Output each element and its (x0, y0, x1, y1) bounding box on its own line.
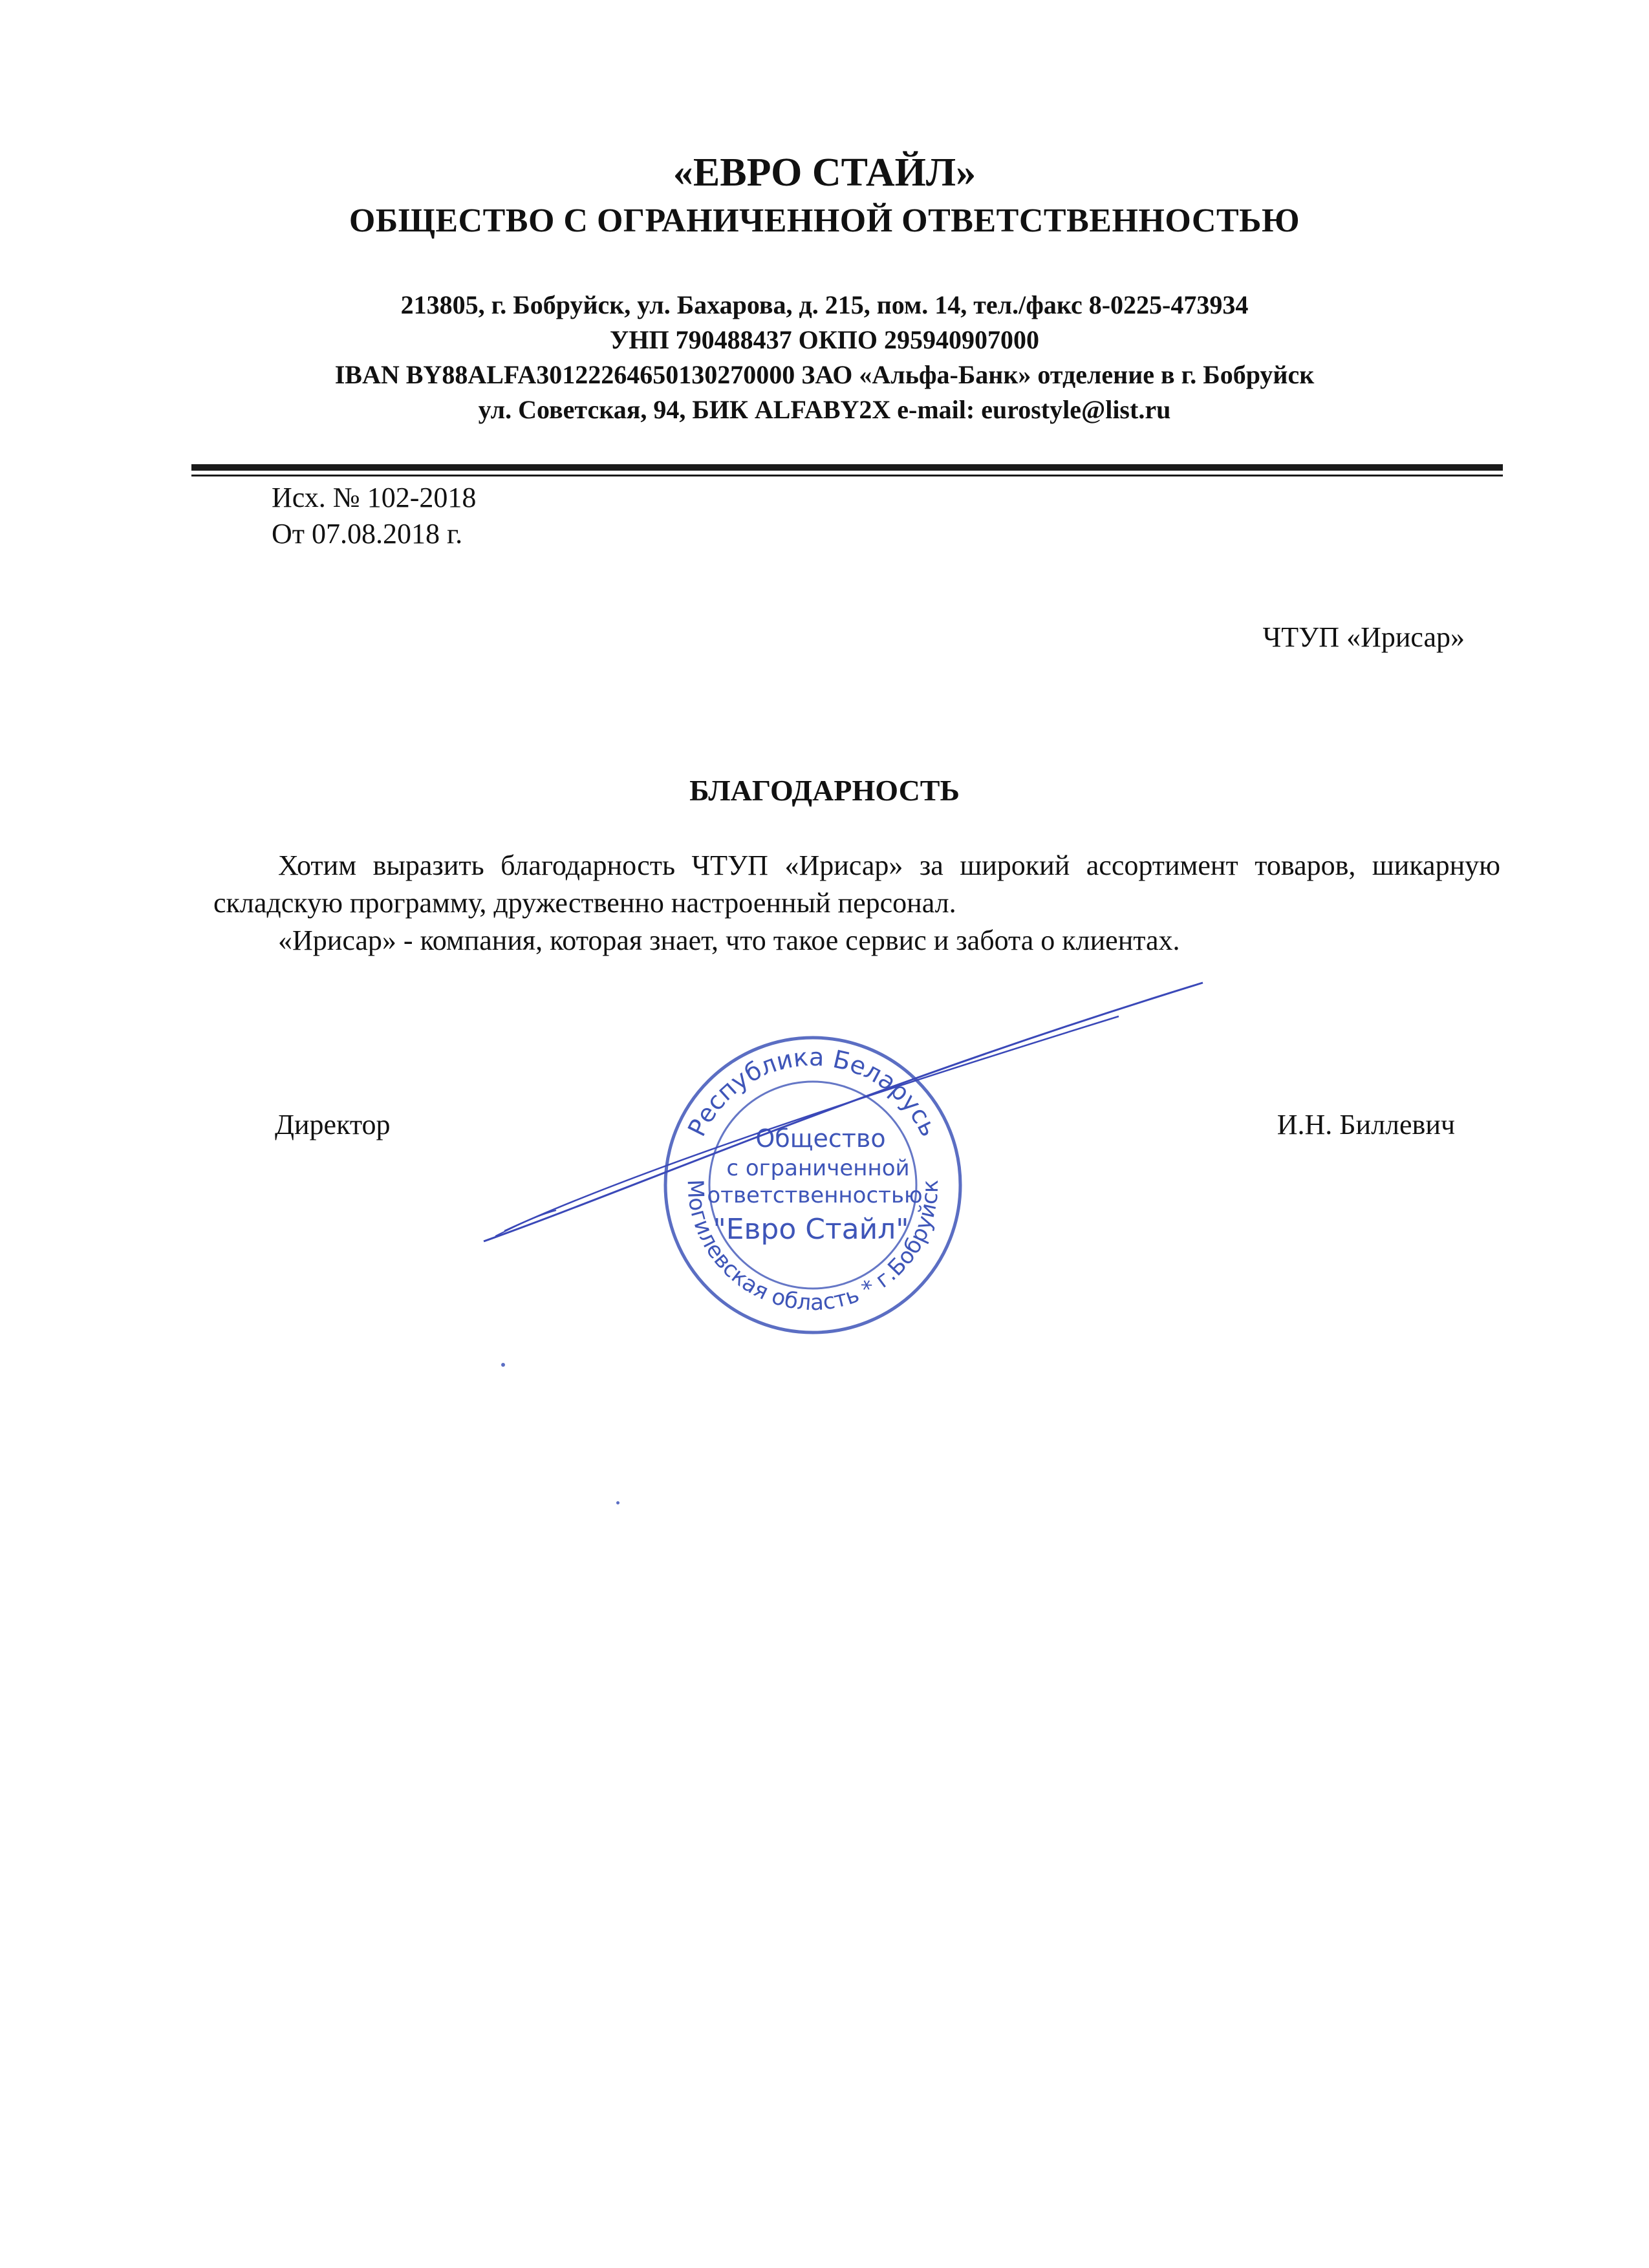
company-legal-form: ОБЩЕСТВО С ОГРАНИЧЕННОЙ ОТВЕТСТВЕННОСТЬЮ (349, 202, 1300, 239)
stamp-outer-bottom-text: Могилевская область * г.Бобруйск (682, 1179, 944, 1316)
stamp-inner-line-4: "Евро Стайл" (713, 1213, 909, 1246)
stamp-inner-line-3: ответственностью (707, 1182, 923, 1208)
stamp-outer-top-text: Республика Беларусь (682, 1042, 943, 1141)
document-title: БЛАГОДАРНОСТЬ (689, 774, 960, 807)
stamp-inner-line-2: с ограниченной (726, 1155, 910, 1181)
outgoing-number: Исх. № 102-2018 (272, 482, 477, 513)
company-name: «ЕВРО СТАЙЛ» (673, 151, 976, 195)
ink-speck (616, 1501, 620, 1504)
outgoing-date: От 07.08.2018 г. (272, 518, 463, 550)
signatory-name: И.Н. Биллевич (1277, 1109, 1455, 1140)
director-signature (479, 970, 1222, 1254)
body-paragraph-2: «Ирисар» - компания, которая знает, что такое сервис и забота о клиентах. (278, 925, 1180, 956)
addressee: ЧТУП «Ирисар» (1262, 621, 1465, 653)
ink-speck (501, 1363, 505, 1367)
company-codes: УНП 790488437 ОКПО 295940907000 (610, 325, 1039, 354)
company-bank-address-email: ул. Советская, 94, БИК ALFABY2X e-mail: eurostyle@list.ru (478, 395, 1171, 424)
stamp-inner-line-1: Общество (755, 1124, 886, 1153)
company-address: 213805, г. Бобруйск, ул. Бахарова, д. 215, пом. 14, тел./факс 8-0225-473934 (400, 290, 1249, 319)
company-bank: IBAN BY88ALFA30122264650130270000 ЗАО «Альфа-Банк» отделение в г. Бобруйск (334, 360, 1315, 389)
signatory-position: Директор (275, 1109, 391, 1140)
body-paragraph-1: Хотим выразить благодарность ЧТУП «Ирисар» за широкий ассортимент товаров, шикарную складскую программу, дружественно настроенный персонал. (213, 850, 1500, 919)
letterhead-divider-thin (191, 475, 1503, 476)
letterhead-divider-thick (191, 464, 1503, 471)
